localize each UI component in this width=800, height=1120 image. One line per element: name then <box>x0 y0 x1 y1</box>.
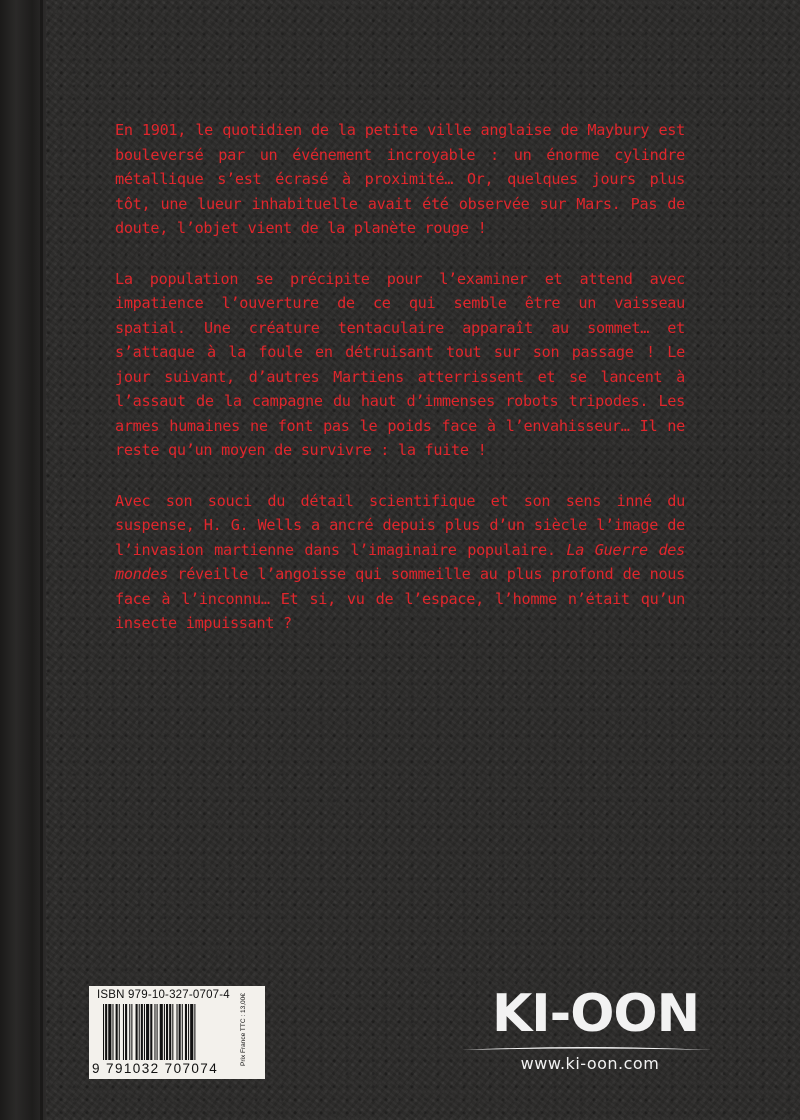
blurb-paragraph-2: La population se précipite pour l’examiner et attend avec impatience l’ouverture de ce qui semble être un vaisseau spatial. Une créature tentaculaire apparaît au sommet… et s’attaque à la foule en détruisant tout sur son passage ! Le jour suivant, d’autres Martiens atterrissent et se lancent à l’assaut de la campagne du haut d’immenses robots tripodes. Les armes humaines ne font pas le poids face à l’envahisseur… Il ne reste qu’un moyen de survivre : la fuite ! <box>115 269 685 459</box>
book-title-italic: La Guerre des mondes <box>115 540 685 583</box>
price-label: Prix France TTC : 13,00€ <box>240 993 247 1066</box>
publisher-name: KI-OON <box>492 984 700 1044</box>
blurb-paragraph-1: En 1901, le quotidien de la petite ville anglaise de Maybury est bouleversé par un événement incroyable : un énorme cylindre métallique s’est écrasé à proximité… Or, quelques jours plus tôt, une lueur inhabituelle avait été observée sur Mars. Pas de doute, l’objet vient de la planète rouge ! <box>115 121 685 237</box>
back-cover-blurb <box>115 118 685 662</box>
logo-swoosh-line <box>462 1044 712 1054</box>
publisher-logo <box>462 984 712 1082</box>
barcode-bars <box>103 1004 243 1060</box>
blurb-paragraph-3-start: Avec son souci du détail scientifique et son sens inné du suspense, H. G. Wells a ancré depuis plus d’un siècle l’image de l’invasion martienne dans l’imaginaire populaire. <box>115 491 685 559</box>
barcode-digits: 9 791032 707074 <box>92 1061 219 1076</box>
spine-hinge <box>40 0 43 1120</box>
barcode-label <box>89 986 265 1079</box>
blurb-paragraph-3 <box>115 489 685 636</box>
isbn-number: ISBN 979-10-327-0707-4 <box>97 989 230 1001</box>
publisher-url: www.ki-oon.com <box>520 1054 660 1073</box>
blurb-paragraph-3-end: réveille l’angoisse qui sommeille au plus profond de nous face à l’inconnu… Et si, vu de l’espace, l’homme n’était qu’un insecte impuissant ? <box>115 565 685 632</box>
